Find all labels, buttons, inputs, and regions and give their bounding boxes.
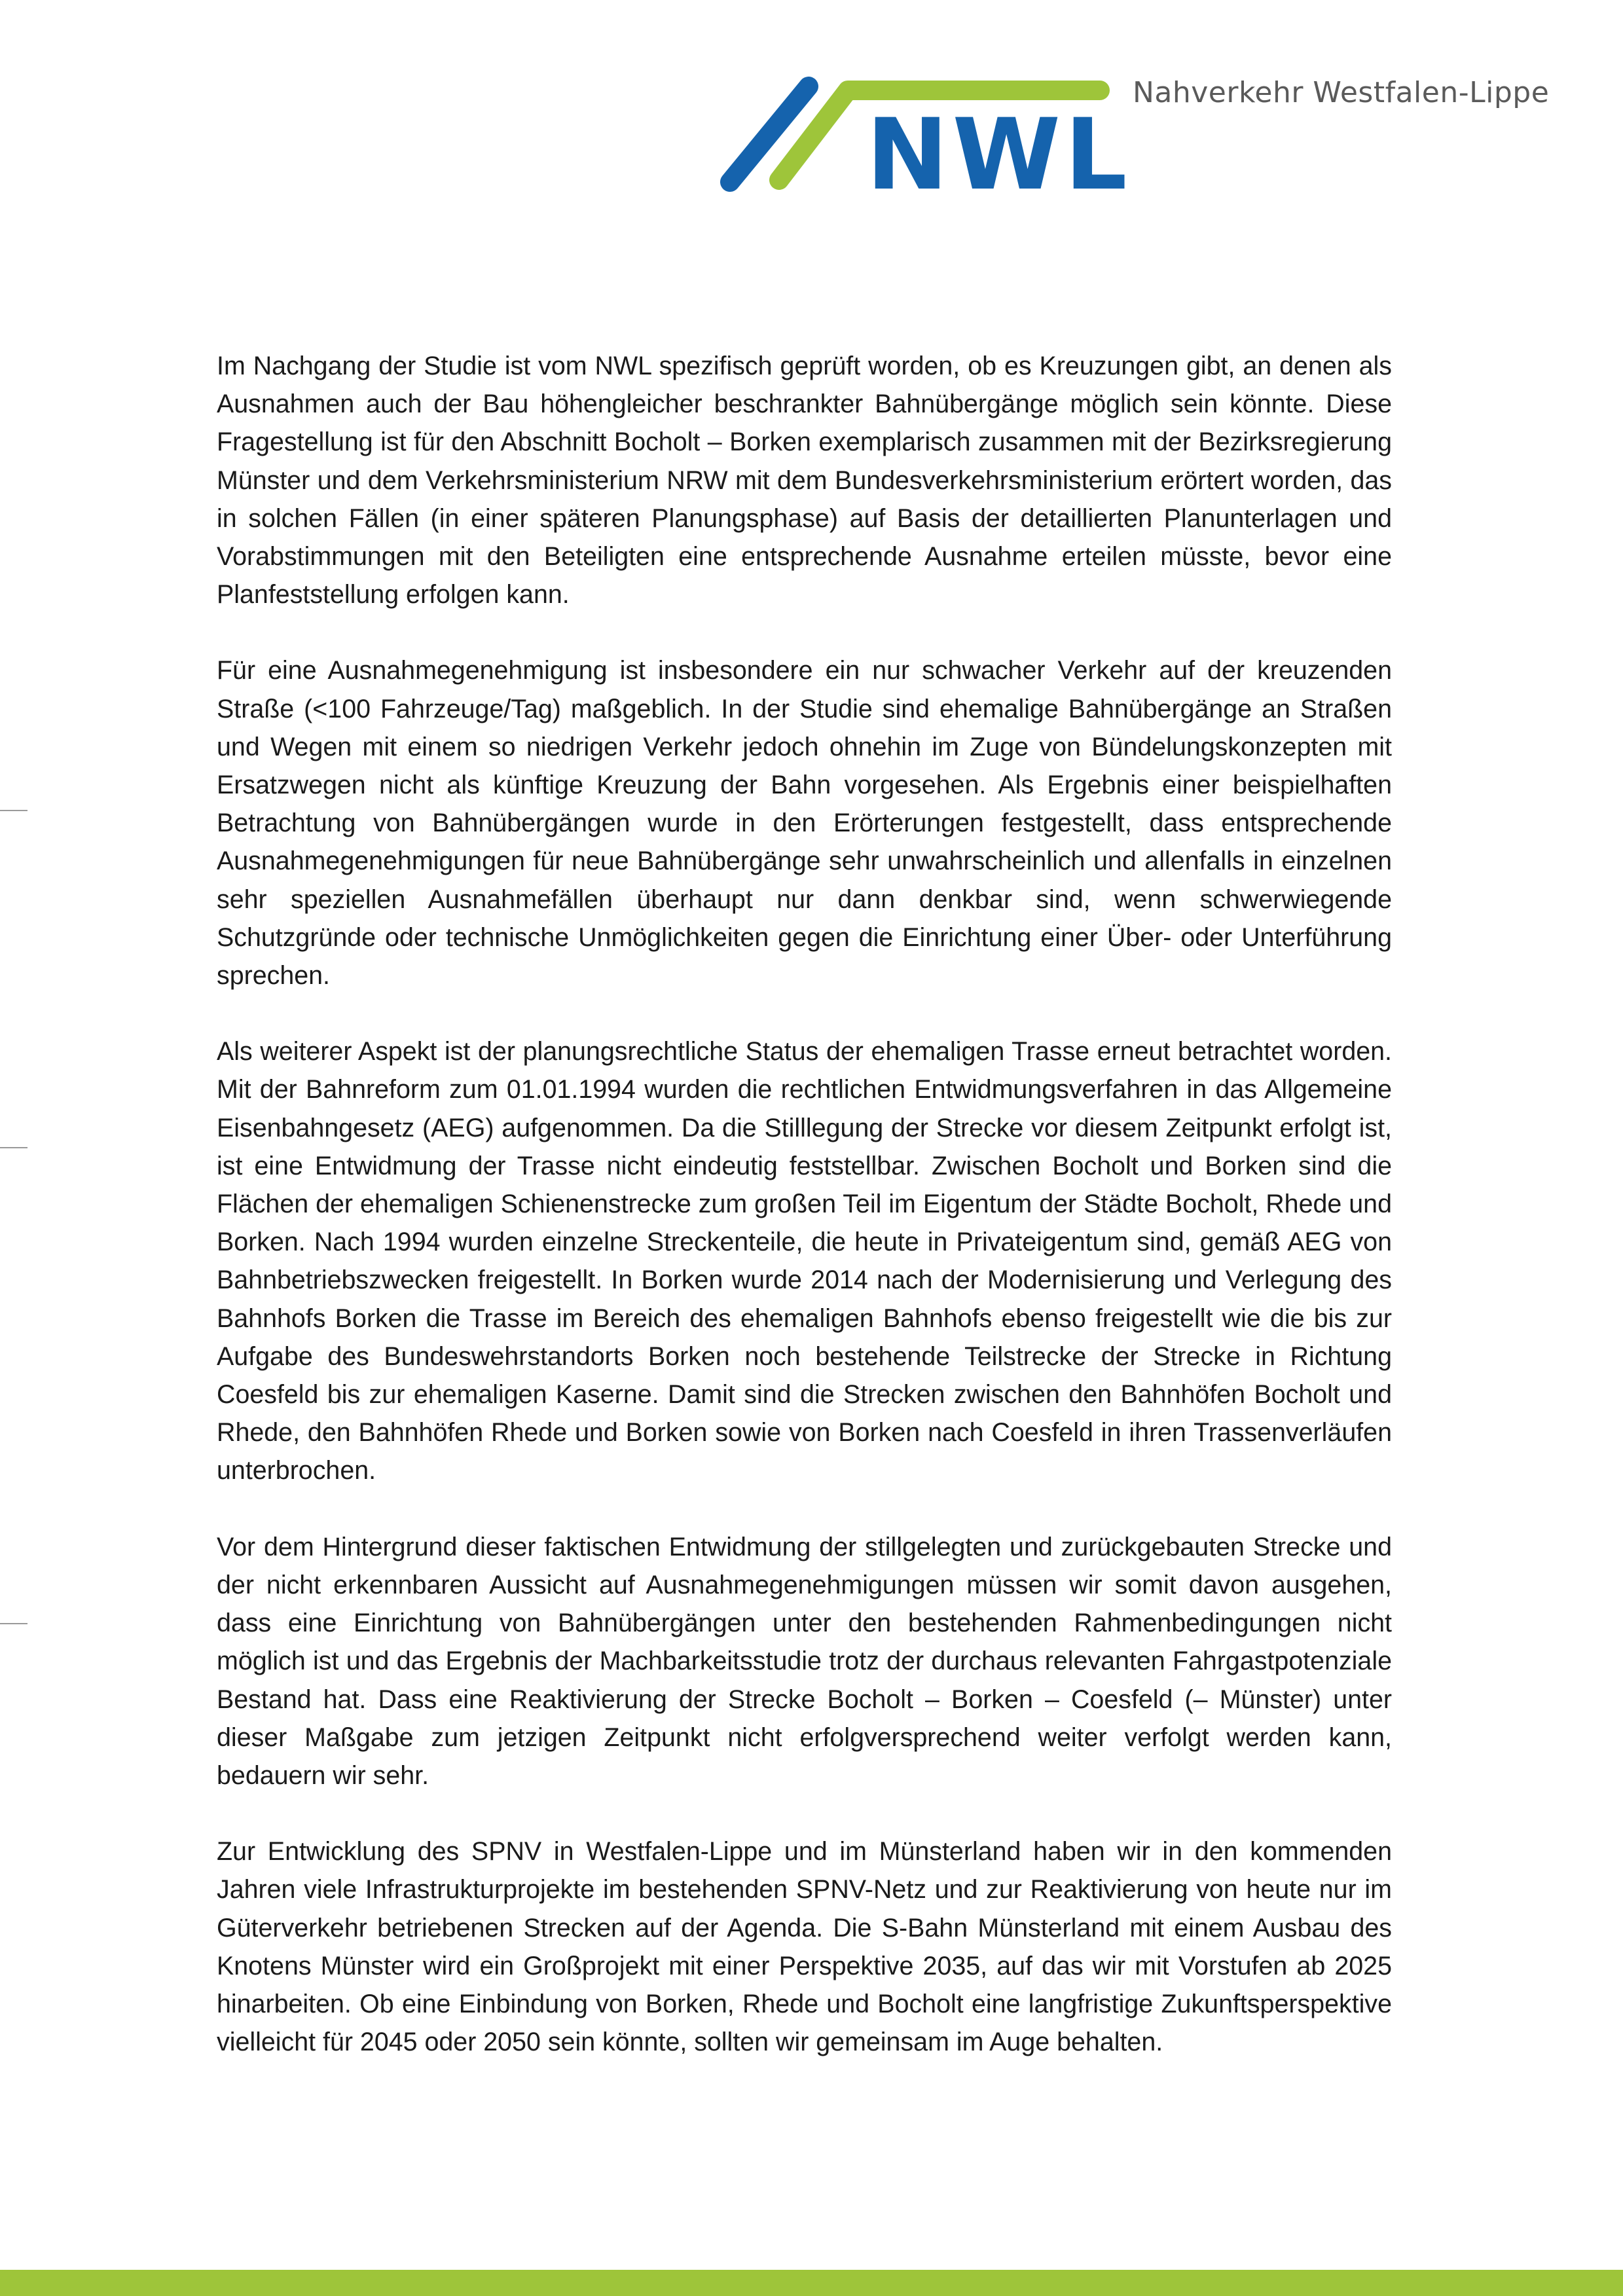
logo-tagline: Nahverkehr Westfalen-Lippe — [1133, 76, 1550, 109]
footer-bar — [0, 2270, 1623, 2296]
hole-punch-mark — [0, 1147, 27, 1148]
nwl-logo-mark — [710, 72, 1136, 203]
paragraph: Für eine Ausnahmegenehmigung ist insbesondere ein nur schwacher Verkehr auf der kreuzenden Straße (<100 Fahrzeuge/Tag) maßgeblich. In der Studie sind ehemalige Bahnübergänge an Straßen und Wegen mit einem so niedrigen Verkehr jedoch ohnehin im Zuge von Bündelungskonzepten mit Ersatzwegen nicht als künftige Kreuzung der Bahn vorgesehen. Als Ergebnis einer beispielhaften Betrachtung von Bahnübergängen wurde in den Erörterungen festgestellt, dass entsprechende Ausnahmegenehmigungen für neue Bahnübergänge sehr unwahrscheinlich und allenfalls in einzelnen sehr speziellen Ausnahmefällen überhaupt nur dann denkbar sind, wenn schwerwiegende Schutzgründe oder technische Unmöglichkeiten gegen die Einrichtung einer Über- oder Unterführung sprechen. — [217, 656, 1392, 991]
paragraph: Vor dem Hintergrund dieser faktischen Entwidmung der stillgelegten und zurückgebauten Strecke und der nicht erkennbaren Aussicht auf Ausnahmegenehmigungen müssen wir somit davon ausgehen, dass eine Einrichtung von Bahnübergängen unter den bestehenden Rahmenbedingungen nicht möglich ist und das Ergebnis der Machbarkeitsstudie trotz der durchaus relevanten Fahrgastpotenziale Bestand hat. Dass eine Reaktivierung der Strecke Bocholt – Borken – Coesfeld (– Münster) unter dieser Maßgabe zum jetzigen Zeitpunkt nicht erfolgversprechend weiter verfolgt werden kann, bedauern wir sehr. — [217, 1532, 1392, 1790]
fold-mark — [0, 1623, 27, 1624]
paragraph: Als weiterer Aspekt ist der planungsrechtliche Status der ehemaligen Trasse erneut betrachtet worden. Mit der Bahnreform zum 01.01.1994 wurden die rechtlichen Entwidmungsverfahren in das Allgemeine Eisenbahngesetz (AEG) aufgenommen. Da die Stilllegung der Strecke vor diesem Zeitpunkt erfolgt ist, ist eine Entwidmung der Trasse nicht eindeutig feststellbar. Zwischen Bocholt und Borken sind die Flächen der ehemaligen Schienenstrecke zum großen Teil im Eigentum der Städte Bocholt, Rhede und Borken. Nach 1994 wurden einzelne Streckenteile, die heute in Privateigentum sind, gemäß AEG von Bahnbetriebszwecken freigestellt. In Borken wurde 2014 nach der Modernisierung und Verlegung des Bahnhofs Borken die Trasse im Bereich des ehemaligen Bahnhofs ebenso freigestellt wie die bis zur Aufgabe des Bundeswehrstandorts Borken noch bestehende Teilstrecke der Strecke in Richtung Coesfeld bis zur ehemaligen Kaserne. Damit sind die Strecken zwischen den Bahnhöfen Bocholt und Rhede, den Bahnhöfen Rhede und Borken sowie von Borken nach Coesfeld in ihren Trassenverläufen unterbrochen. — [217, 1037, 1392, 1485]
fold-mark — [0, 810, 27, 811]
paragraph: Zur Entwicklung des SPNV in Westfalen-Lippe und im Münsterland haben wir in den kommenden Jahren viele Infrastrukturprojekte im bestehenden SPNV-Netz und zur Reaktivierung von heute nur im Güterverkehr betriebenen Strecken auf der Agenda. Die S-Bahn Münsterland mit einem Ausbau des Knotens Münster wird ein Großprojekt mit einer Perspektive 2035, auf das wir mit Vorstufen ab 2025 hinarbeiten. Ob eine Einbindung von Borken, Rhede und Bocholt eine langfristige Zukunftsperspektive vielleicht für 2045 oder 2050 sein könnte, sollten wir gemeinsam im Auge behalten. — [217, 1837, 1392, 2057]
nwl-logo — [710, 72, 1561, 203]
logo-lettering: NWL — [866, 98, 1131, 203]
letter-body — [217, 347, 1392, 2099]
paragraph: Im Nachgang der Studie ist vom NWL spezifisch geprüft worden, ob es Kreuzungen gibt, an denen als Ausnahmen auch der Bau höhengleicher beschrankter Bahnübergänge möglich sein könnte. Diese Fragestellung ist für den Abschnitt Bocholt – Borken exemplarisch zusammen mit der Bezirksregierung Münster und dem Verkehrsministerium NRW mit dem Bundesverkehrsministerium erörtert worden, das in solchen Fällen (in einer späteren Planungsphase) auf Basis der detaillierten Planunterlagen und Vorabstimmungen mit den Beteiligten eine entsprechende Ausnahme erteilen müsste, bevor eine Planfeststellung erfolgen kann. — [217, 352, 1392, 610]
